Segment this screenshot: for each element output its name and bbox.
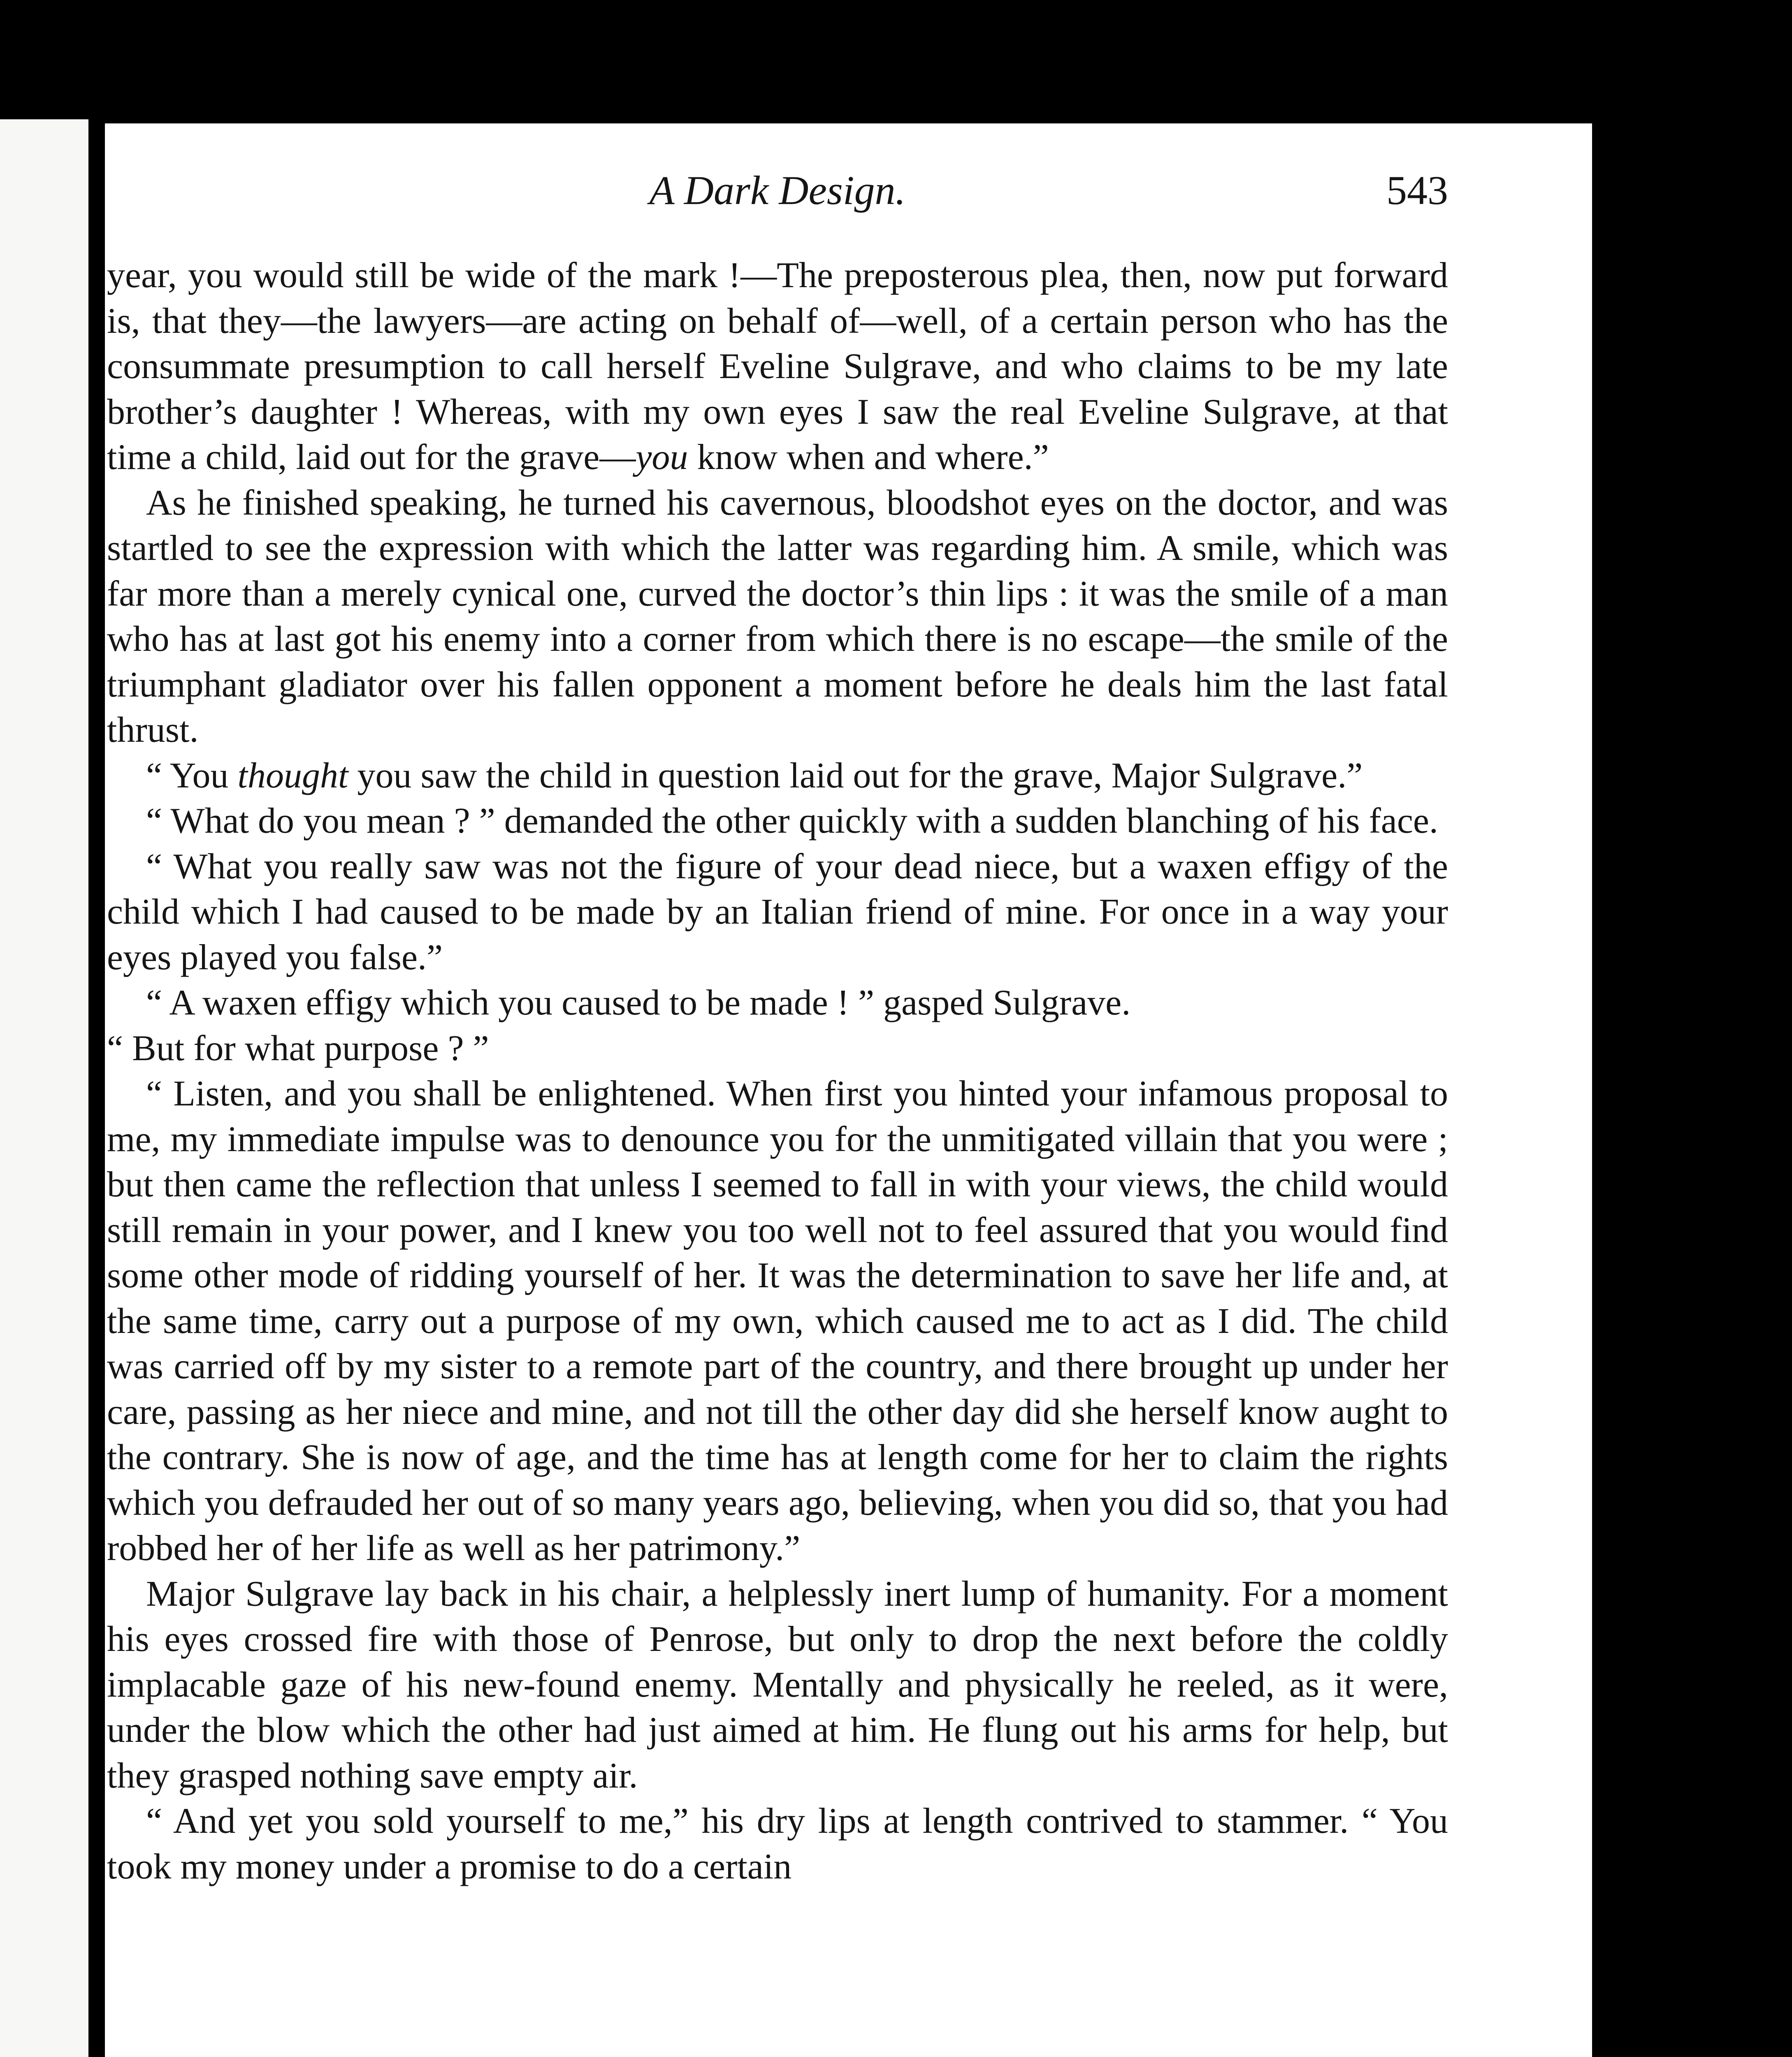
paragraph bbox=[107, 481, 1448, 753]
text-segment: “ But for what purpose ? ” bbox=[107, 1028, 489, 1068]
paragraph bbox=[107, 753, 1448, 799]
paragraph bbox=[107, 799, 1448, 844]
paragraph bbox=[107, 1026, 1448, 1072]
text-segment: “ And yet you sold yourself to me,” his dry lips at length contrived to stammer. “ You took my money under a promise to do a certain bbox=[107, 1801, 1448, 1887]
page-number: 543 bbox=[1386, 167, 1448, 213]
paragraph bbox=[107, 1572, 1448, 1799]
paragraph bbox=[107, 253, 1448, 481]
text-segment: you saw the child in question laid out for the grave, Major Sulgrave.” bbox=[348, 755, 1363, 796]
body-text bbox=[107, 253, 1448, 1890]
text-segment: As he finished speaking, he turned his cavernous, bloodshot eyes on the doctor, and was startled to see the expression with which the latter was regarding him. A smile, which was far more than a merely cynical one, curved the doctor’s thin lips : it was the smile of a man who has at last got his enemy into a corner from which there is no escape—the smile of the triumphant gladiator over his fallen opponent a moment before he deals him the last fatal thrust. bbox=[107, 483, 1448, 750]
page-header bbox=[107, 167, 1448, 249]
text-segment: know when and where.” bbox=[688, 437, 1049, 477]
text-segment: Major Sulgrave lay back in his chair, a helplessly inert lump of humanity. For a moment his eyes crossed fire with those of Penrose, but only to drop the next before the coldly implacable gaze of his new-found enemy. Mentally and physically he reeled, as it were, under the blow which the other had just aimed at him. He flung out his arms for help, but they grasped nothing save empty air. bbox=[107, 1574, 1448, 1796]
text-segment: “ A waxen effigy which you caused to be made ! ” gasped Sulgrave. bbox=[146, 983, 1131, 1023]
italic-text: you bbox=[636, 437, 688, 477]
paragraph bbox=[107, 844, 1448, 981]
paragraph bbox=[107, 1071, 1448, 1572]
italic-text: thought bbox=[237, 755, 348, 796]
running-title: A Dark Design. bbox=[649, 167, 906, 213]
text-segment: year, you would still be wide of the mark !—The preposterous plea, then, now put forward is, that they—the lawyers—are acting on behalf of—well, of a certain person who has the consummate presumption to call herself Eveline Sulgrave, and who claims to be my late brother’s daughter ! Whereas, with my own eyes I saw the real Eveline Sulgrave, at that time a child, laid out for the grave— bbox=[107, 255, 1448, 477]
text-segment: “ Listen, and you shall be enlightened. When first you hinted your infamous proposal to me, my immediate impulse was to denounce you for the unmitigated villain that you were ; but then came the reflection that unless I seemed to fall in with your views, the child would still remain in your power, and I knew you too well not to feel assured that you would find some other mode of ridding yourself of her. It was the determination to save her life and, at the same time, carry out a purpose of my own, which caused me to act as I did. The child was carried off by my sister to a remote part of the country, and there brought up under her care, passing as her niece and mine, and not till the other day did she herself know aught to the contrary. She is now of age, and the time has at length come for her to claim the rights which you defrauded her out of so many years ago, believing, when you did so, that you had robbed her of her life as well as her patrimony.” bbox=[107, 1074, 1448, 1568]
text-segment: “ What you really saw was not the figure of your dead niece, but a waxen effigy of the child which I had caused to be made by an Italian friend of mine. For once in a way your eyes played you false.” bbox=[107, 846, 1448, 977]
facing-page-edge bbox=[0, 119, 88, 2057]
paragraph bbox=[107, 980, 1448, 1026]
text-segment: “ You bbox=[146, 755, 238, 796]
paragraph bbox=[107, 1799, 1448, 1890]
text-segment: “ What do you mean ? ” demanded the other quickly with a sudden blanching of his face. bbox=[146, 801, 1438, 841]
